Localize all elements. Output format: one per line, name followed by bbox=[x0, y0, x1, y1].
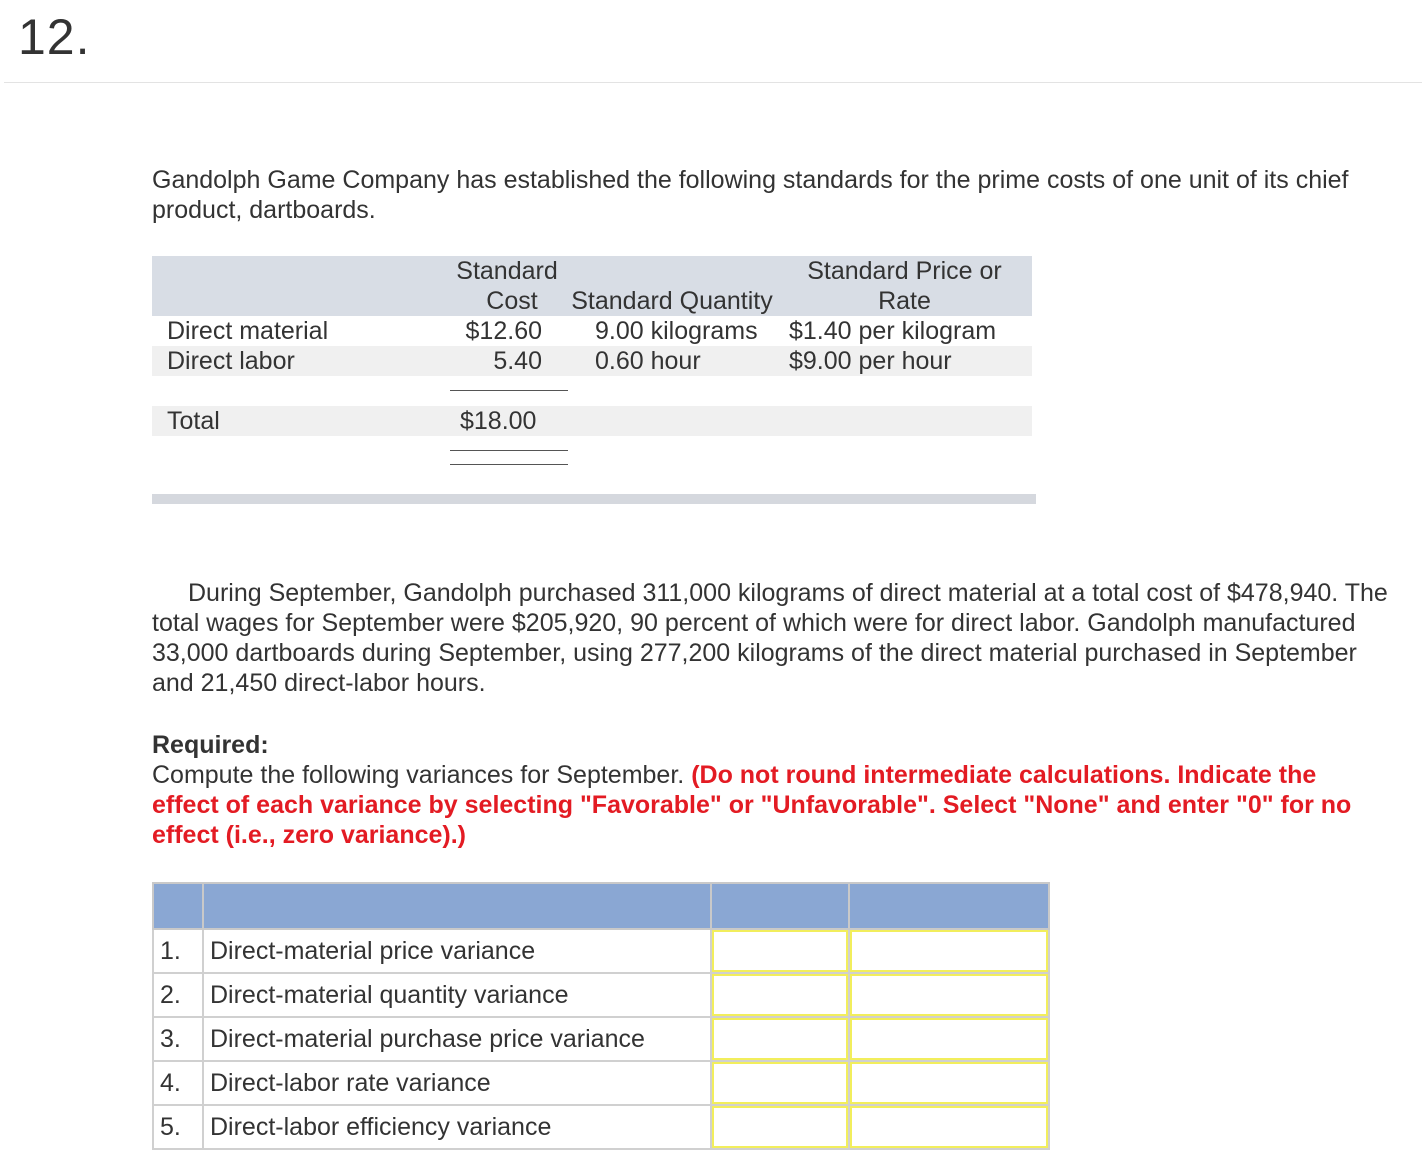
effect-input[interactable] bbox=[850, 930, 1048, 972]
amount-input[interactable] bbox=[712, 1062, 848, 1104]
effect-input[interactable] bbox=[850, 1062, 1048, 1104]
amount-cell bbox=[711, 1105, 849, 1149]
required-text: Compute the following variances for September. bbox=[152, 761, 692, 789]
header-standard-price-1: Standard Price or bbox=[807, 257, 1002, 285]
row-quantity-direct-material: 9.00 kilograms bbox=[595, 317, 758, 345]
amount-cell bbox=[711, 1017, 849, 1061]
row-label-total: Total bbox=[167, 407, 220, 435]
header-standard-quantity: Standard Quantity bbox=[571, 287, 773, 315]
table-row bbox=[153, 1017, 1049, 1061]
row-number: 1. bbox=[153, 929, 203, 973]
effect-input[interactable] bbox=[850, 1106, 1048, 1148]
total-double-rule-top bbox=[450, 450, 568, 451]
row-number: 3. bbox=[153, 1017, 203, 1061]
effect-cell bbox=[849, 929, 1049, 973]
answer-table bbox=[152, 882, 1050, 1150]
header-cell-amount bbox=[711, 883, 849, 929]
divider bbox=[4, 82, 1422, 83]
september-details-text: During September, Gandolph purchased 311,000 kilograms of direct material at a total cost of $478,940. The total wages for September were $205,920, 90 percent of which were for direct labor. Gandolph manufactured 33,000 dartboards during September, using 277,200 kilograms of the direct material purchased in September and 21,450 direct-labor hours. bbox=[152, 579, 1388, 697]
row-number: 5. bbox=[153, 1105, 203, 1149]
row-description: Direct-material quantity variance bbox=[203, 973, 711, 1017]
table-row bbox=[153, 973, 1049, 1017]
header-cell-effect bbox=[849, 883, 1049, 929]
row-label-direct-material: Direct material bbox=[167, 317, 329, 345]
row-price-direct-labor: $9.00 per hour bbox=[789, 347, 952, 375]
amount-cell bbox=[711, 1061, 849, 1105]
effect-input[interactable] bbox=[850, 1018, 1048, 1060]
subtotal-rule bbox=[450, 390, 568, 391]
row-label-direct-labor: Direct labor bbox=[167, 347, 295, 375]
row-description: Direct-labor efficiency variance bbox=[203, 1105, 711, 1149]
answer-table-header bbox=[153, 883, 1049, 929]
intro-text: Gandolph Game Company has established the following standards for the prime costs of one unit of its chief product, dartboards. bbox=[152, 166, 1349, 224]
amount-input[interactable] bbox=[712, 1106, 848, 1148]
row-cost-total: $18.00 bbox=[460, 407, 537, 435]
amount-input[interactable] bbox=[712, 1018, 848, 1060]
amount-cell bbox=[711, 973, 849, 1017]
table-row bbox=[153, 929, 1049, 973]
table-row bbox=[153, 1105, 1049, 1149]
amount-input[interactable] bbox=[712, 930, 848, 972]
header-cell-desc bbox=[203, 883, 711, 929]
required-instruction: (Do not round intermediate calculations. Indicate the effect of each variance by selecting "Favorable" or "Unfavorable". Select "None" and enter "0" for no effect (i.e., zero variance).) bbox=[152, 761, 1352, 849]
row-cost-direct-labor: 5.40 bbox=[493, 347, 542, 375]
required-section bbox=[152, 730, 1382, 850]
effect-cell bbox=[849, 1105, 1049, 1149]
table-bottom-bar bbox=[152, 494, 1036, 504]
row-description: Direct-labor rate variance bbox=[203, 1061, 711, 1105]
table-row bbox=[153, 1061, 1049, 1105]
effect-input[interactable] bbox=[850, 974, 1048, 1016]
effect-cell bbox=[849, 1061, 1049, 1105]
row-number: 2. bbox=[153, 973, 203, 1017]
amount-cell bbox=[711, 929, 849, 973]
amount-input[interactable] bbox=[712, 974, 848, 1016]
header-standard-cost-1: Standard bbox=[456, 257, 558, 285]
header-standard-price-2: Rate bbox=[878, 287, 931, 315]
row-cost-direct-material: $12.60 bbox=[465, 317, 542, 345]
row-number: 4. bbox=[153, 1061, 203, 1105]
row-price-direct-material: $1.40 per kilogram bbox=[789, 317, 997, 345]
effect-cell bbox=[849, 973, 1049, 1017]
total-double-rule-bottom bbox=[450, 464, 568, 465]
row-band-total bbox=[152, 406, 1032, 436]
header-standard-cost-2: Cost bbox=[486, 287, 538, 315]
header-cell-num bbox=[153, 883, 203, 929]
required-label: Required: bbox=[152, 731, 269, 759]
row-quantity-direct-labor: 0.60 hour bbox=[595, 347, 701, 375]
effect-cell bbox=[849, 1017, 1049, 1061]
row-description: Direct-material price variance bbox=[203, 929, 711, 973]
row-description: Direct-material purchase price variance bbox=[203, 1017, 711, 1061]
question-number: 12. bbox=[18, 9, 91, 65]
standards-table bbox=[152, 256, 1036, 504]
